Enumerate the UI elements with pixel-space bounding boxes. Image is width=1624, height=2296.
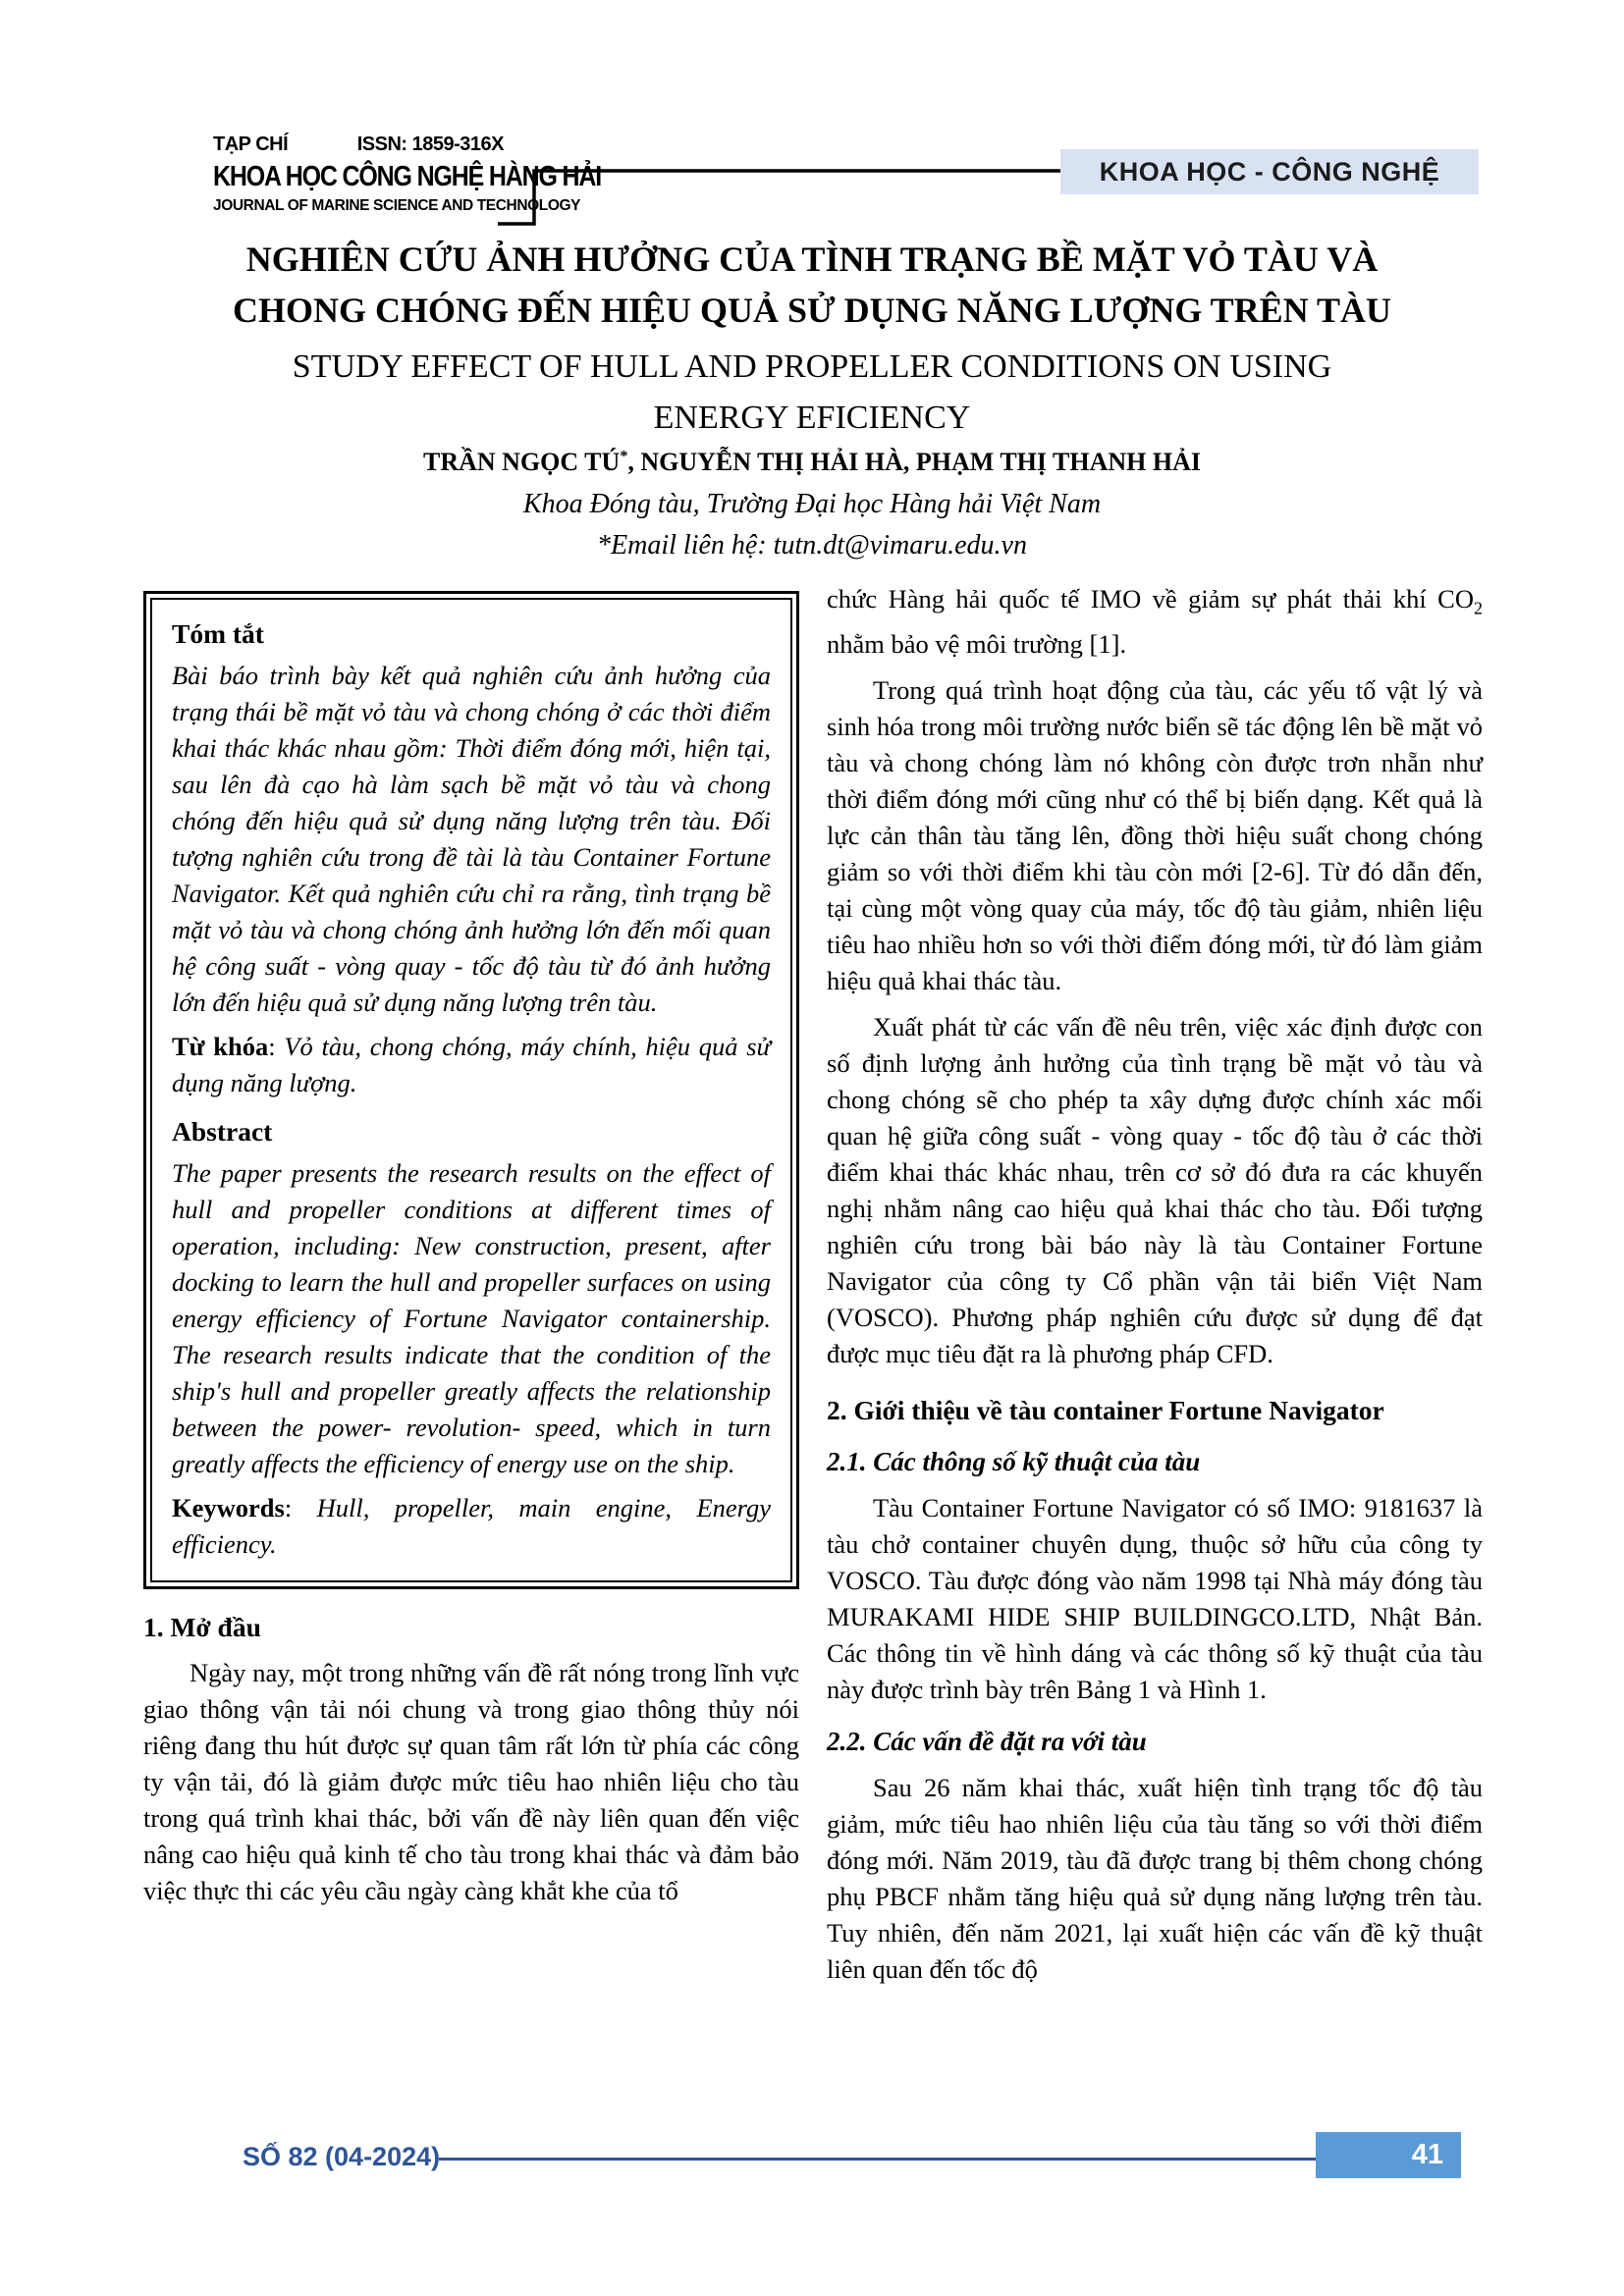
article-title-en-line2: ENERGY EFICIENCY [653,400,971,436]
journal-logo [213,133,602,215]
footer-divider [439,2158,1316,2161]
tukhoa-label: Từ khóa [172,1032,269,1061]
page-number: 41 [1411,2139,1443,2170]
article-title-vi [74,234,1550,336]
article-title-vi-line1: NGHIÊN CỨU ẢNH HƯỞNG CỦA TÌNH TRẠNG BỀ MẶT VỎ TÀU VÀ [245,240,1379,279]
tomtat-heading: Tóm tắt [172,618,264,649]
article-title-vi-line2: CHONG CHÓNG ĐẾN HIỆU QUẢ SỬ DỤNG NĂNG LƯỢNG TRÊN TÀU [232,291,1392,330]
email-line: *Email liên hệ: tutn.dt@vimaru.edu.vn [597,530,1027,561]
section-1-heading: 1. Mở đầu [143,1612,261,1642]
footer-issue: SỐ 82 (04-2024) [243,2142,441,2171]
journal-name-en: JOURNAL OF MARINE SCIENCE AND TECHNOLOGY [213,197,581,214]
tomtat-body: Bài báo trình bày kết quả nghiên cứu ảnh hưởng của trạng thái bề mặt vỏ tàu và chong chóng ở các thời điểm khai thác khác nhau gồm: Thời điểm đóng mới, hiện tại, sau lên đà cạo hà làm sạch bề mặt vỏ tàu và chong chóng đến hiệu quả sử dụng năng lượng trên tàu. Đối tượng nghiên cứu trong đề tài là tàu Container Fortune Navigator. Kết quả nghiên cứu chỉ ra rằng, tình trạng bề mặt vỏ tàu và chong chóng ảnh hưởng lớn đến mối quan hệ công suất - vòng quay - tốc độ tàu từ đó ảnh hưởng lớn đến hiệu quả sử dụng năng lượng trên tàu. [172,661,771,1017]
keywords-body: Hull, propeller, main engine, Energy efficiency. [172,1493,771,1559]
tukhoa-line [172,1029,771,1101]
section-2-2-heading: 2.2. Các vấn đề đặt ra với tàu [827,1727,1147,1757]
paragraph-hull-fouling: Trong quá trình hoạt động của tàu, các yếu tố vật lý và sinh hóa trong môi trường nước biển sẽ tác động lên bề mặt vỏ tàu và chong chóng làm nó không còn được trơn nhẵn như thời điểm đóng mới cũng như có thể bị biến dạng. Kết quả là lực cản thân tàu tăng lên, đồng thời hiệu suất chong chóng giảm so với thời điểm khi tàu còn mới [2-6]. Từ đó dẫn đến, tại cùng một vòng quay của máy, tốc độ tàu giảm, nhiên liệu tiêu hao nhiều hơn so với thời điểm đóng mới, từ đó làm giảm hiệu quả khai thác tàu. [827,675,1483,996]
right-column [827,581,1483,1988]
journal-logo-top-row [213,133,504,156]
paragraph-continuation-tail: nhằm bảo vệ môi trường [1]. [827,629,1127,660]
abstract-box [143,591,799,1589]
paragraph-continuation-text: chức Hàng hải quốc tế IMO về giảm sự phát thải khí CO [827,584,1474,614]
corresponding-author-asterisk: * [620,448,628,465]
paragraph-ship-issues: Sau 26 năm khai thác, xuất hiện tình trạng tốc độ tàu giảm, mức tiêu hao nhiên liệu của tàu tăng so với thời điểm đóng mới. Năm 2019, tàu đã được trang bị thêm chong chóng phụ PBCF nhằm tăng hiệu quả sử dụng năng lượng trên tàu. Tuy nhiên, đến năm 2021, lại xuất hiện các vấn đề kỹ thuật liên quan đến tốc độ [827,1773,1483,1985]
left-column [143,591,799,1909]
abstract-box-inner [150,598,792,1582]
abstract-body: The paper presents the research results on the effect of hull and propeller conditions at different times of operation, including: New construction, present, after docking to learn the hull and propeller surfaces on using energy efficiency of Fortune Navigator containership. The research results indicate that the condition of the ship's hull and propeller greatly affects the relationship between the power- revolution- speed, which in turn greatly affects the efficiency of energy use on the ship. [172,1158,771,1478]
section-banner: KHOA HỌC - CÔNG NGHỆ [1060,149,1479,194]
paragraph-ship-specs: Tàu Container Fortune Navigator có số IMO: 9181637 là tàu chở container chuyên dụng, thuộc sở hữu của công ty VOSCO. Tàu được đóng vào năm 1998 tại Nhà máy đóng tàu MURAKAMI HIDE SHIP BUILDINGCO.LTD, Nhật Bản. Các thông tin về hình dáng và các thông số kỹ thuật của tàu này được trình bày trên Bảng 1 và Hình 1. [827,1493,1483,1705]
paragraph-motivation: Xuất phát từ các vấn đề nêu trên, việc xác định được con số định lượng ảnh hưởng của tình trạng bề mặt vỏ tàu và chong chóng sẽ cho phép ta xây dựng được chính xác mối quan hệ giữa công suất - vòng quay - tốc độ tàu ở các thời điểm khai thác khác nhau, trên cơ sở đó đưa ra các khuyến nghị nhằm nâng cao hiệu quả khai thác cho tàu. Đối tượng nghiên cứu trong bài báo này là tàu Container Fortune Navigator của công ty Cổ phần vận tải biển Việt Nam (VOSCO). Phương pháp nghiên cứu được sử dụng để đạt được mục tiêu đặt ra là phương pháp CFD. [827,1012,1483,1369]
tukhoa-colon: : [268,1032,285,1061]
article-title-en [74,342,1550,444]
keywords-label: Keywords [172,1493,285,1522]
author-first: TRẦN NGỌC TÚ [422,448,621,476]
paragraph-continuation [827,581,1483,663]
affiliation-line: Khoa Đóng tàu, Trường Đại học Hàng hải Việt Nam [522,489,1102,519]
abstract-heading: Abstract [172,1116,273,1147]
page-number-badge [1316,2132,1461,2178]
co2-subscript: 2 [1473,598,1483,618]
section-2-1-heading: 2.1. Các thông số kỹ thuật của tàu [827,1447,1201,1477]
journal-name-vi: KHOA HỌC CÔNG NGHỆ HÀNG HẢI [213,159,602,192]
keywords-line [172,1490,771,1563]
keywords-colon: : [284,1493,317,1522]
section-2-heading: 2. Giới thiệu về tàu container Fortune Navigator [827,1395,1384,1426]
tukhoa-body: Vỏ tàu, chong chóng, máy chính, hiệu quả sử dụng năng lượng. [172,1032,771,1097]
authors-rest: , NGUYỄN THỊ HẢI HÀ, PHẠM THỊ THANH HẢI [627,448,1202,476]
authors-line [74,448,1550,477]
article-title-en-line1: STUDY EFFECT OF HULL AND PROPELLER CONDITIONS ON USING [292,348,1332,385]
journal-tag: TẠP CHÍ [213,133,289,155]
journal-issn: ISSN: 1859-316X [356,133,504,155]
section-1-paragraph: Ngày nay, một trong những vấn đề rất nóng trong lĩnh vực giao thông vận tải nói chung và trong giao thông thủy nói riêng đang thu hút được sự quan tâm rất lớn từ phía các công ty vận tải, đó là giảm được mức tiêu hao nhiên liệu cho tàu trong quá trình khai thác, bởi vấn đề này liên quan đến việc nâng cao hiệu quả kinh tế cho tàu trong khai thác và đảm bảo việc thực thi các yêu cầu ngày càng khắt khe của tổ [143,1658,799,1905]
